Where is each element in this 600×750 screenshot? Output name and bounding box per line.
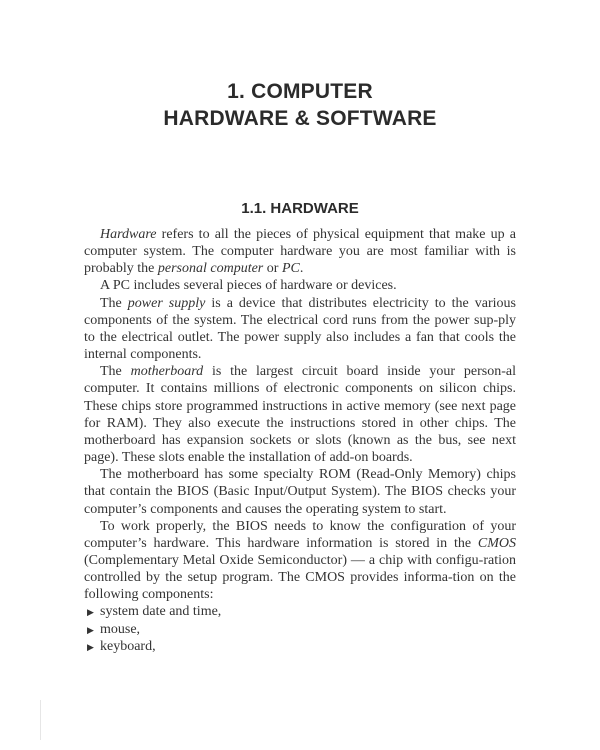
paragraph-motherboard: The motherboard is the largest circuit board inside your person-al computer. It contains millions of electronic components on silicon chips. These chips store programmed instructions in active memory (see next page for RAM). They also execute the instructions stored in other chips. The motherboard has expansion sockets or slots (known as the bus, see next page). These slots enable the installation of add-on boards. bbox=[84, 364, 516, 466]
triangle-bullet-icon: ▶ bbox=[87, 641, 94, 652]
paragraph-hardware-definition: Hardware refers to all the pieces of physical equipment that make up a computer system. The computer hardware you are most familiar with is probably the personal computer or PC. bbox=[84, 227, 516, 277]
list-item: ▶ mouse, bbox=[84, 621, 516, 638]
term-cmos: CMOS bbox=[477, 535, 516, 551]
chapter-title-line-1: 1. COMPUTER bbox=[227, 80, 373, 103]
chapter-title-line-2: HARDWARE & SOFTWARE bbox=[163, 107, 437, 130]
term-motherboard: motherboard bbox=[130, 364, 204, 380]
body-text bbox=[84, 226, 516, 655]
term-personal-computer: personal computer bbox=[157, 261, 264, 277]
list-item: ▶ system date and time, bbox=[84, 603, 516, 620]
term-pc: PC bbox=[281, 261, 300, 277]
scan-edge-line bbox=[40, 700, 41, 740]
term-hardware: Hardware bbox=[100, 227, 157, 242]
component-list bbox=[84, 603, 516, 654]
list-item: ▶ keyboard, bbox=[84, 638, 516, 655]
chapter-title bbox=[0, 78, 600, 132]
paragraph-power-supply: The power supply is a device that distributes electricity to the various components of the system. The electrical cord runs from the power sup-ply to the electrical outlet. The power supply also includes a fan that cools the internal components. bbox=[84, 295, 516, 363]
paragraph-bios: The motherboard has some specialty ROM (Read-Only Memory) chips that contain the BIOS (Basic Input/Output System). The BIOS checks your computer’s components and causes the operating system to start. bbox=[84, 467, 516, 517]
term-power-supply: power supply bbox=[127, 295, 206, 311]
paragraph-pc-devices: A PC includes several pieces of hardware or devices. bbox=[100, 278, 397, 294]
paragraph-cmos: To work properly, the BIOS needs to know the configuration of your computer’s hardware. This hardware information is stored in the CMOS (Complementary Metal Oxide Semiconductor) — a chip with configu-ration controlled by the setup program. The CMOS provides informa-tion on the following components: bbox=[84, 518, 516, 603]
triangle-bullet-icon: ▶ bbox=[87, 624, 94, 635]
section-title: 1.1. HARDWARE bbox=[241, 200, 359, 217]
triangle-bullet-icon: ▶ bbox=[87, 607, 94, 618]
